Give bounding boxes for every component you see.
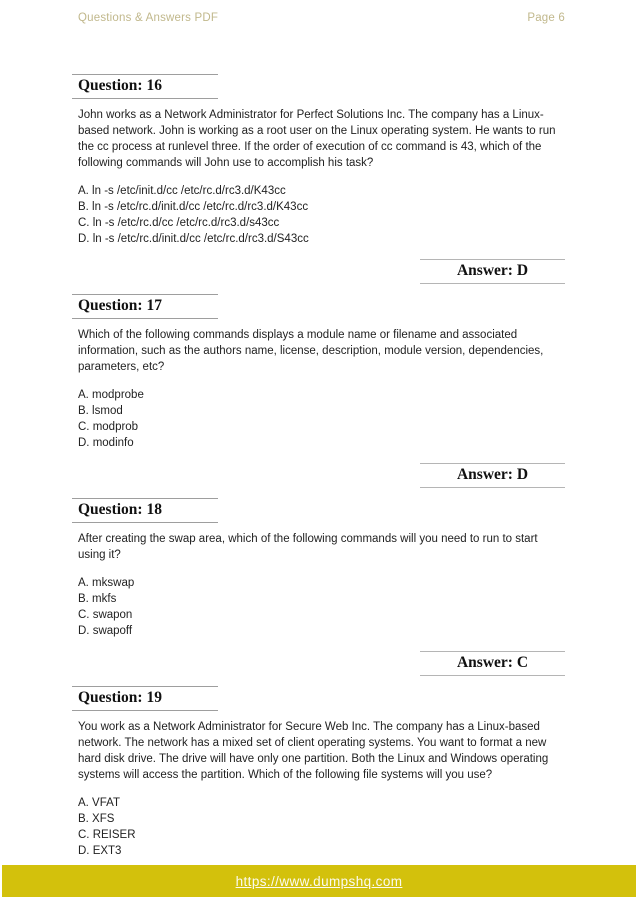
option-a: A. VFAT	[78, 797, 120, 809]
option-b: B. XFS	[78, 813, 115, 825]
question-heading: Question: 19	[72, 686, 218, 711]
option-a: A. mkswap	[78, 577, 135, 589]
page-content	[78, 74, 565, 859]
question-block-18	[78, 498, 565, 676]
question-heading: Question: 18	[72, 498, 218, 523]
question-heading: Question: 16	[72, 74, 218, 99]
question-text: Which of the following commands displays a module name or filename and associated information, such as the authors name, license, description, module version, dependencies, parameters, etc?	[78, 329, 544, 373]
options-list	[78, 387, 565, 451]
answer-row	[78, 463, 565, 488]
page-number: Page 6	[527, 12, 565, 24]
option-b: B. ln -s /etc/rc.d/init.d/cc /etc/rc.d/rc3.d/K43cc	[78, 201, 309, 213]
options-list	[78, 795, 565, 859]
question-text: You work as a Network Administrator for Secure Web Inc. The company has a Linux-based network. The network has a mixed set of client operating systems. You want to format a new hard disk drive. The drive will have only one partition. Both the Linux and Windows operating systems will access the partition. Which of the following file systems will you use?	[78, 721, 549, 781]
option-a: A. modprobe	[78, 389, 144, 401]
question-heading: Question: 17	[72, 294, 218, 319]
options-list	[78, 183, 565, 247]
answer-label: Answer: D	[420, 463, 565, 488]
option-c: C. modprob	[78, 421, 139, 433]
answer-row	[78, 259, 565, 284]
option-b: B. mkfs	[78, 593, 117, 605]
option-d: D. EXT3	[78, 845, 122, 857]
answer-row	[78, 651, 565, 676]
option-d: D. modinfo	[78, 437, 134, 449]
page-header	[78, 12, 565, 24]
option-b: B. lsmod	[78, 405, 123, 417]
option-c: C. swapon	[78, 609, 133, 621]
page-footer	[2, 865, 636, 897]
question-block-16	[78, 74, 565, 284]
option-a: A. ln -s /etc/init.d/cc /etc/rc.d/rc3.d/K43cc	[78, 185, 286, 197]
question-text: After creating the swap area, which of the following commands will you need to run to start using it?	[78, 533, 538, 561]
question-block-17	[78, 294, 565, 488]
question-block-19	[78, 686, 565, 859]
document-title: Questions & Answers PDF	[78, 12, 219, 24]
option-c: C. REISER	[78, 829, 136, 841]
answer-label: Answer: C	[420, 651, 565, 676]
option-c: C. ln -s /etc/rc.d/cc /etc/rc.d/rc3.d/s43cc	[78, 217, 280, 229]
answer-label: Answer: D	[420, 259, 565, 284]
question-text: John works as a Network Administrator for Perfect Solutions Inc. The company has a Linux-based network. John is working as a root user on the Linux operating system. He wants to run the cc process at runlevel three. If the order of execution of cc command is 43, which of the following commands will John use to accomplish his task?	[78, 109, 556, 169]
options-list	[78, 575, 565, 639]
footer-url-link[interactable]: https://www.dumpshq.com	[235, 873, 403, 889]
option-d: D. ln -s /etc/rc.d/init.d/cc /etc/rc.d/rc3.d/S43cc	[78, 233, 309, 245]
option-d: D. swapoff	[78, 625, 133, 637]
